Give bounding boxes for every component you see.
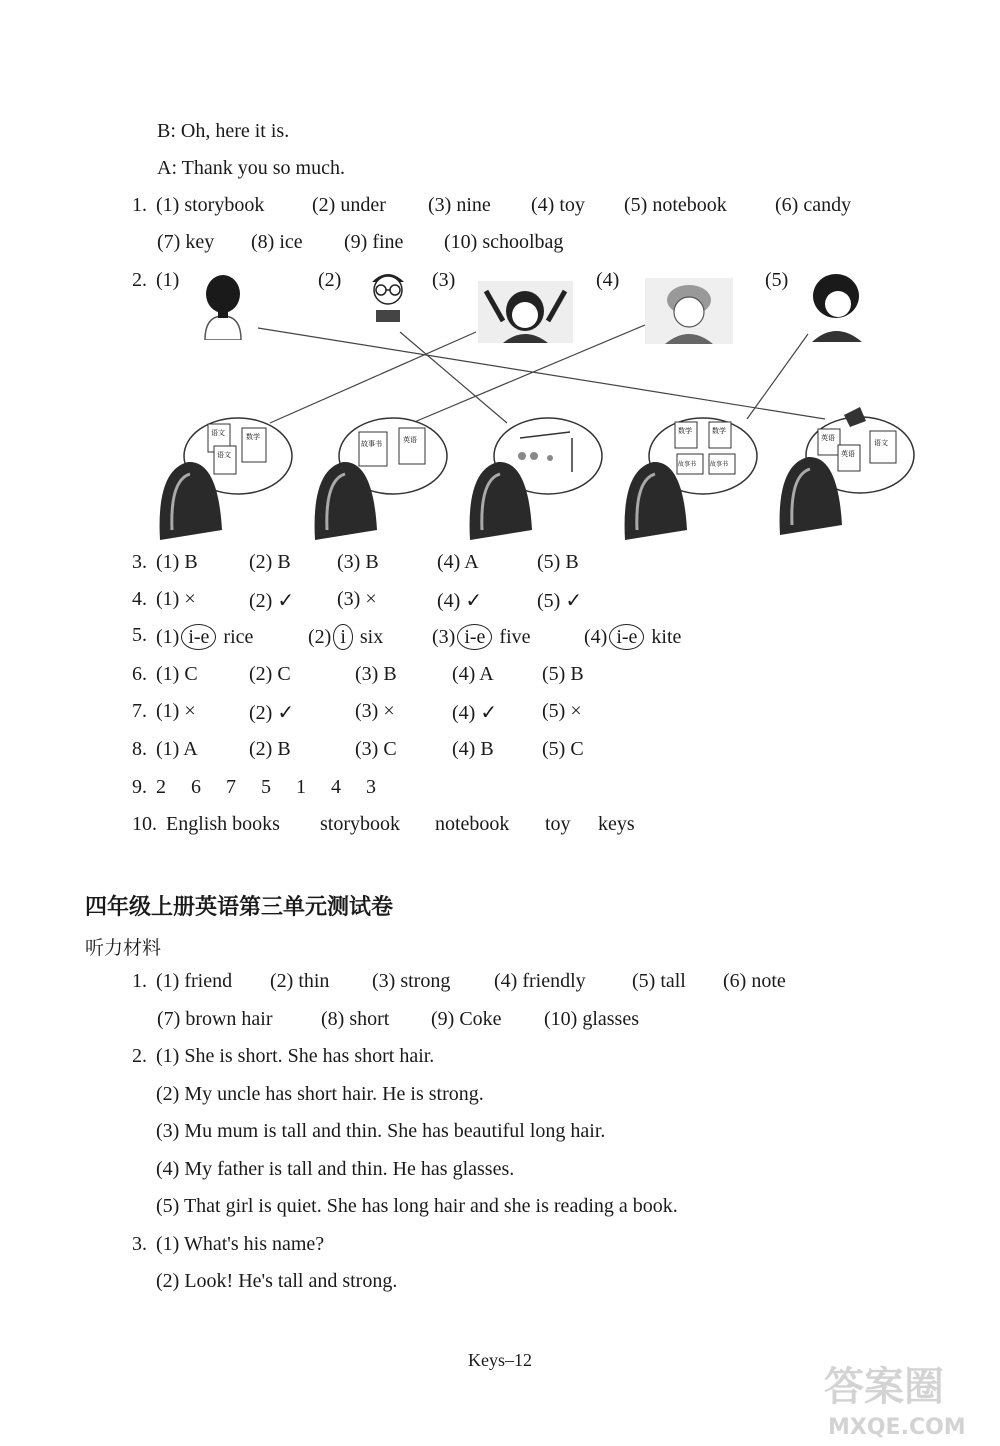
- book-label: 故事书: [361, 440, 382, 448]
- q1-item: (5) notebook: [624, 194, 727, 216]
- q5-num: (4): [584, 626, 608, 648]
- q4-item: (5) ✓: [537, 590, 583, 612]
- q10-item: English books: [166, 813, 280, 835]
- q8-item: (3) C: [355, 738, 397, 760]
- q3-label: 3.: [132, 551, 147, 573]
- q4-label: 4.: [132, 588, 147, 610]
- q9-item: 1: [296, 776, 306, 798]
- q2-label: 2.: [132, 269, 147, 291]
- q2-num-3: (3): [432, 269, 456, 291]
- q8-item: (1) A: [156, 738, 198, 760]
- s2-line: (1) She is short. She has short hair.: [156, 1045, 435, 1067]
- s1-item: (9) Coke: [431, 1008, 502, 1030]
- q9-item: 2: [156, 776, 166, 798]
- book-label: 数学: [246, 433, 260, 441]
- s1-item: (6) note: [723, 970, 786, 992]
- circled-letters: i-e: [609, 624, 644, 650]
- q6-item: (3) B: [355, 663, 397, 685]
- q8-item: (5) C: [542, 738, 584, 760]
- q9-item: 5: [261, 776, 271, 798]
- schoolbag-1: [150, 410, 300, 560]
- s2-line: (3) Mu mum is tall and thin. She has beautiful long hair.: [156, 1120, 606, 1142]
- q7-item: (4) ✓: [452, 702, 498, 724]
- q10-item: keys: [598, 813, 635, 835]
- s2-line: (4) My father is tall and thin. He has glasses.: [156, 1158, 515, 1180]
- q9-item: 7: [226, 776, 236, 798]
- q5-word: kite: [651, 626, 682, 648]
- q6-item: (1) C: [156, 663, 198, 685]
- schoolbag-3: [460, 410, 610, 560]
- q1-item: (10) schoolbag: [444, 231, 564, 253]
- schoolbag-2: [305, 410, 455, 560]
- q4-item: (1) ×: [156, 588, 196, 610]
- q7-label: 7.: [132, 700, 147, 722]
- q6-label: 6.: [132, 663, 147, 685]
- q1-item: (2) under: [312, 194, 386, 216]
- q10-item: toy: [545, 813, 571, 835]
- q3-item: (4) A: [437, 551, 479, 573]
- q2-num-5: (5): [765, 269, 789, 291]
- book-label: 故事书: [678, 461, 697, 468]
- q5-num: (3): [432, 626, 456, 648]
- q5-num: (1): [156, 626, 180, 648]
- dialogue-line-a: A: Thank you so much.: [157, 157, 345, 179]
- s1-item: (7) brown hair: [157, 1008, 273, 1030]
- book-label: 英语: [403, 436, 417, 444]
- q9-item: 3: [366, 776, 376, 798]
- s1-item: (4) friendly: [494, 970, 586, 992]
- q9-label: 9.: [132, 776, 147, 798]
- section-subtitle: 听力材料: [85, 937, 162, 959]
- book-label: 英语: [841, 450, 855, 458]
- s1-item: (8) short: [321, 1008, 390, 1030]
- watermark-url: MXQE.COM: [828, 1415, 966, 1440]
- q9-item: 4: [331, 776, 341, 798]
- q10-label: 10.: [132, 813, 157, 835]
- q2-num-2: (2): [318, 269, 342, 291]
- schoolbag-5: [770, 405, 920, 555]
- s1-label: 1.: [132, 970, 147, 992]
- q3-item: (1) B: [156, 551, 198, 573]
- q1-item: (8) ice: [251, 231, 303, 253]
- circled-letters: i-e: [457, 624, 492, 650]
- s1-item: (2) thin: [270, 970, 330, 992]
- q5-item-4: [584, 624, 681, 650]
- q4-item: (3) ×: [337, 588, 377, 610]
- page-footer: Keys–12: [468, 1350, 532, 1370]
- book-label: 语文: [217, 451, 231, 459]
- q2-num-4: (4): [596, 269, 620, 291]
- s2-label: 2.: [132, 1045, 147, 1067]
- q2-num-1: (1): [156, 269, 180, 291]
- q3-item: (5) B: [537, 551, 579, 573]
- circled-letters: i-e: [181, 624, 216, 650]
- book-label: 语文: [211, 429, 225, 437]
- q5-label: 5.: [132, 624, 147, 646]
- q1-item: (3) nine: [428, 194, 491, 216]
- circled-letters: i: [333, 624, 353, 650]
- q5-item-3: [432, 624, 531, 650]
- q10-item: notebook: [435, 813, 510, 835]
- q8-item: (4) B: [452, 738, 494, 760]
- q1-item: (6) candy: [775, 194, 852, 216]
- q6-item: (2) C: [249, 663, 291, 685]
- s1-item: (1) friend: [156, 970, 233, 992]
- q4-item: (2) ✓: [249, 590, 295, 612]
- q5-item-2: [308, 624, 383, 650]
- s2-line: (5) That girl is quiet. She has long hair and she is reading a book.: [156, 1195, 678, 1217]
- q7-item: (5) ×: [542, 700, 582, 722]
- watermark-text: 答案圈: [824, 1364, 944, 1410]
- q1-item: (7) key: [157, 231, 215, 253]
- book-label: 语文: [874, 439, 888, 447]
- q7-item: (3) ×: [355, 700, 395, 722]
- book-label: 故事书: [710, 461, 729, 468]
- q5-num: (2): [308, 626, 332, 648]
- q6-item: (4) A: [452, 663, 494, 685]
- q5-word: five: [499, 626, 531, 648]
- site-watermark-logo: [818, 1356, 990, 1440]
- q7-item: (2) ✓: [249, 702, 295, 724]
- q1-label: 1.: [132, 194, 147, 216]
- book-label: 英语: [821, 434, 835, 442]
- s3-line: (1) What's his name?: [156, 1233, 325, 1255]
- s1-item: (5) tall: [632, 970, 686, 992]
- q3-item: (3) B: [337, 551, 379, 573]
- q5-word: six: [359, 626, 384, 648]
- section-title: 四年级上册英语第三单元测试卷: [85, 895, 394, 920]
- q1-item: (4) toy: [531, 194, 585, 216]
- q1-item: (1) storybook: [156, 194, 265, 216]
- s3-line: (2) Look! He's tall and strong.: [156, 1270, 398, 1292]
- q8-item: (2) B: [249, 738, 291, 760]
- q5-item-1: [156, 624, 253, 650]
- q9-item: 6: [191, 776, 201, 798]
- q8-label: 8.: [132, 738, 147, 760]
- q1-item: (9) fine: [344, 231, 404, 253]
- q3-item: (2) B: [249, 551, 291, 573]
- book-label: 数学: [678, 427, 692, 435]
- s3-label: 3.: [132, 1233, 147, 1255]
- schoolbag-4: [615, 410, 765, 560]
- book-label: 数学: [712, 427, 726, 435]
- s1-item: (3) strong: [372, 970, 451, 992]
- q5-word: rice: [223, 626, 254, 648]
- s2-line: (2) My uncle has short hair. He is strong.: [156, 1083, 484, 1105]
- dialogue-line-b: B: Oh, here it is.: [157, 120, 290, 142]
- q6-item: (5) B: [542, 663, 584, 685]
- q4-item: (4) ✓: [437, 590, 483, 612]
- q7-item: (1) ×: [156, 700, 196, 722]
- q10-item: storybook: [320, 813, 400, 835]
- s1-item: (10) glasses: [544, 1008, 639, 1030]
